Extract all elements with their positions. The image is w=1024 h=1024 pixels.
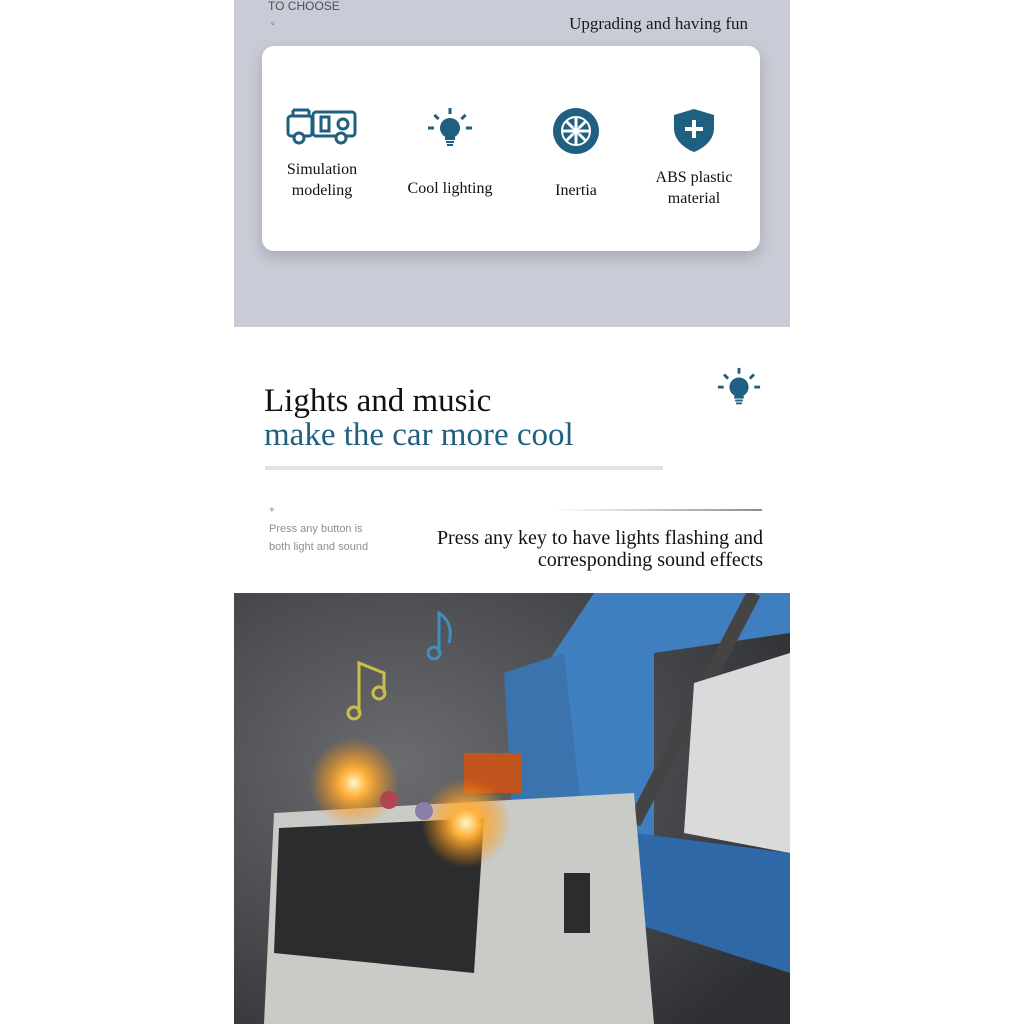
description-text — [393, 527, 763, 571]
shield-plus-icon — [670, 106, 718, 154]
feature-label: Cool lighting — [407, 179, 493, 197]
feature-simulation-modeling — [262, 106, 382, 202]
features-card — [262, 46, 760, 251]
tagline: Upgrading and having fun — [569, 14, 748, 33]
decorative-dot: ∘ — [270, 18, 276, 28]
section-title: Lights and music — [264, 383, 492, 419]
description-line: Press any key to have lights flashing and corresponding sound effects — [436, 527, 763, 571]
features-banner — [234, 0, 790, 327]
feature-label: Inertia — [555, 181, 597, 199]
feature-inertia — [516, 106, 636, 212]
light-bulb-icon — [426, 106, 474, 154]
lights-music-section — [234, 327, 790, 593]
feature-label: Simulation modeling — [286, 161, 358, 199]
product-photo — [234, 593, 790, 1024]
to-choose-label: TO CHOOSE — [268, 0, 340, 13]
feature-cool-lighting — [390, 106, 510, 210]
light-bulb-icon — [716, 365, 762, 413]
side-note: Press any button is both light and sound — [269, 523, 369, 553]
wheel-icon — [551, 106, 601, 156]
feature-label: ABS plastic material — [655, 169, 733, 207]
fire-truck-icon — [285, 106, 359, 146]
plus-mark: + — [269, 505, 275, 516]
description-rule — [554, 509, 762, 511]
title-divider — [265, 466, 663, 470]
tow-truck-image — [234, 593, 790, 1024]
section-subtitle: make the car more cool — [264, 417, 574, 453]
feature-abs-plastic — [634, 106, 754, 210]
